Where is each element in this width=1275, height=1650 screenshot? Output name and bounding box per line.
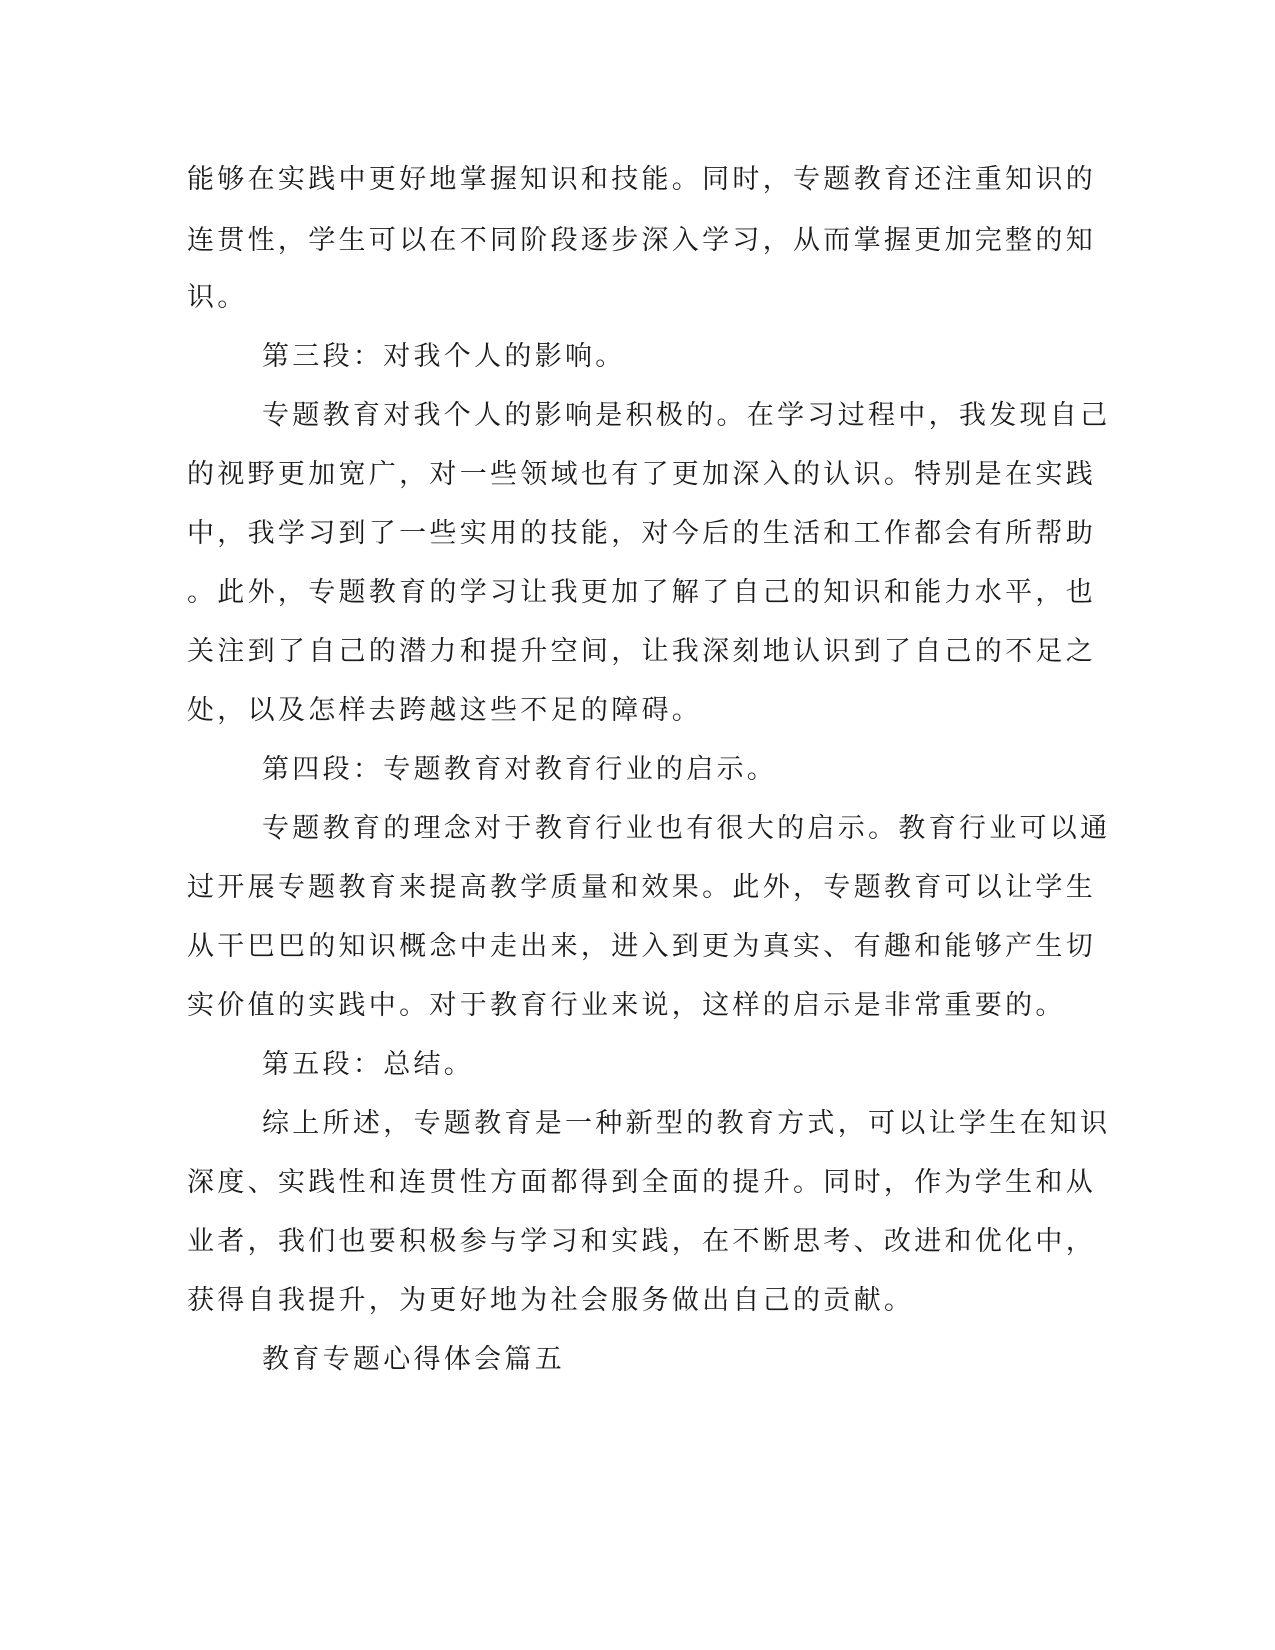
paragraph-first-line: 专题教育的理念对于教育行业也有很大的启示。教育行业可以通 — [262, 813, 1111, 844]
text-line: 过开展专题教育来提高教学质量和效果。此外，专题教育可以让学生 — [187, 872, 1096, 903]
section-heading-4: 第四段：专题教育对教育行业的启示。 — [262, 754, 778, 785]
text-line: 的视野更加宽广，对一些领域也有了更加深入的认识。特别是在实践 — [187, 459, 1096, 490]
text-line: 从干巴巴的知识概念中走出来，进入到更为真实、有趣和能够产生切 — [187, 931, 1096, 962]
text-line: 获得自我提升，为更好地为社会服务做出自己的贡献。 — [187, 1285, 915, 1316]
section-heading-5: 第五段：总结。 — [262, 1049, 475, 1080]
text-line: 业者，我们也要积极参与学习和实践，在不断思考、改进和优化中， — [187, 1226, 1096, 1257]
text-line: 中，我学习到了一些实用的技能，对今后的生活和工作都会有所帮助 — [187, 518, 1096, 549]
paragraph-first-line: 专题教育对我个人的影响是积极的。在学习过程中，我发现自己 — [262, 400, 1111, 431]
text-line: 能够在实践中更好地掌握知识和技能。同时，专题教育还注重知识的 — [187, 164, 1096, 195]
text-line: 。此外，专题教育的学习让我更加了解了自己的知识和能力水平，也 — [187, 577, 1096, 608]
text-line: 关注到了自己的潜力和提升空间，让我深刻地认识到了自己的不足之 — [187, 636, 1096, 667]
paragraph-first-line: 综上所述，专题教育是一种新型的教育方式，可以让学生在知识 — [262, 1108, 1111, 1139]
text-line: 连贯性，学生可以在不同阶段逐步深入学习，从而掌握更加完整的知 — [187, 225, 1096, 256]
text-line: 处，以及怎样去跨越这些不足的障碍。 — [187, 695, 703, 726]
text-line: 实价值的实践中。对于教育行业来说，这样的启示是非常重要的。 — [187, 990, 1066, 1021]
article-title: 教育专题心得体会篇五 — [262, 1344, 565, 1375]
section-heading-3: 第三段：对我个人的影响。 — [262, 341, 626, 372]
text-line: 深度、实践性和连贯性方面都得到全面的提升。同时，作为学生和从 — [187, 1167, 1096, 1198]
text-line: 识。 — [187, 282, 248, 313]
